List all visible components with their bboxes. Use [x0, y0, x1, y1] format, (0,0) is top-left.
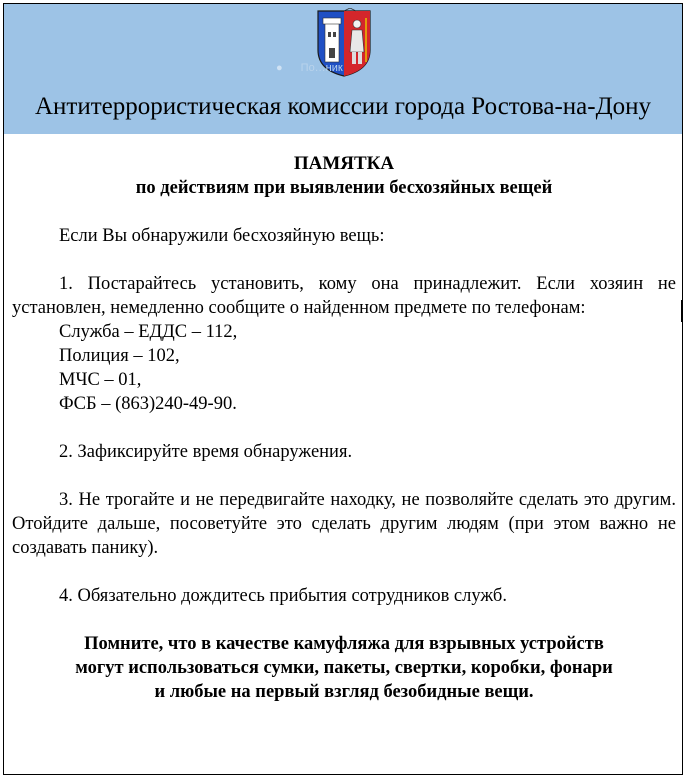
header-banner: [4, 4, 682, 134]
faint-overlay-text: [276, 62, 343, 74]
phone-line: МЧС – 01,: [59, 370, 142, 390]
phone-line: Служба – ЕДДС – 112,: [59, 322, 238, 342]
header-title: Антитеррористическая комиссии города Ростова-на-Дону: [34, 93, 652, 120]
faint-overlay-label: По…ник: [300, 62, 343, 74]
memo-title: ПАМЯТКА: [293, 153, 395, 174]
memo-subtitle: по действиям при выявлении бесхозяйных вещей: [135, 178, 553, 198]
memo-frame: [3, 3, 683, 775]
memo-item-3: 3. Не трогайте и не передвигайте находку, не позволяйте сделать это другим. Отойдите дальше, посоветуйте это сделать другим людям (при этом важно не создавать панику).: [12, 490, 676, 558]
text-cursor-bar: [681, 300, 683, 322]
memo-intro: Если Вы обнаружили бесхозяйную вещь:: [59, 226, 385, 246]
memo-item-4: 4. Обязательно дождитесь прибытия сотрудников служб.: [59, 586, 507, 606]
warning-line: Помните, что в качестве камуфляжа для взрывных устройств: [84, 634, 604, 654]
warning-line: могут использоваться сумки, пакеты, свертки, коробки, фонари: [75, 658, 613, 678]
phone-line: ФСБ – (863)240-49-90.: [59, 394, 237, 414]
memo-item-2: 2. Зафиксируйте время обнаружения.: [59, 442, 353, 462]
memo-item-1: 1. Постарайтесь установить, кому она принадлежит. Если хозяин не установлен, немедленно сообщите о найденном предмете по телефонам:: [12, 274, 676, 318]
memo-content: [12, 152, 676, 704]
phone-line: Полиция – 102,: [59, 346, 180, 366]
memo-warning: [12, 632, 676, 704]
phone-list: [12, 320, 676, 416]
warning-line: и любые на первый взгляд безобидные вещи.: [154, 682, 534, 702]
faint-dot-icon: ●: [276, 62, 283, 74]
